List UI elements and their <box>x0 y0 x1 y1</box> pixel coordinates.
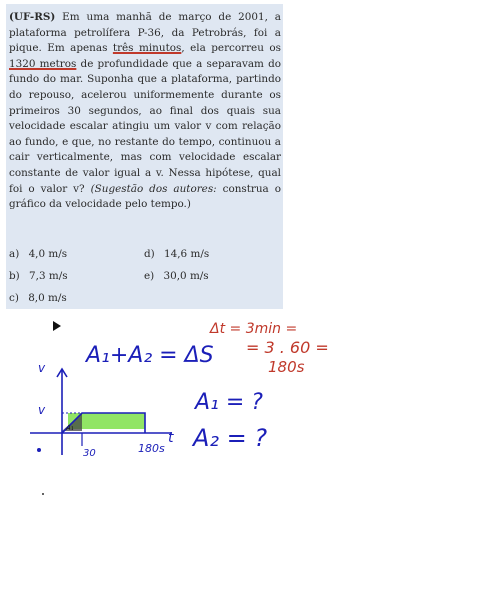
handwritten-notes <box>0 300 480 600</box>
three-minutes-highlight: três minutos <box>112 42 182 55</box>
problem-box <box>6 4 283 309</box>
option-c-label: c) <box>9 292 19 304</box>
a2-question: A₂ = ? <box>193 424 268 452</box>
option-e-value: 30,0 m/s <box>163 270 209 282</box>
pointer-cursor-icon <box>53 321 61 331</box>
problem-text-3: de profundidade que a separavam do fundo do mar. Suponha que a plataforma, partindo do repouso, acelerou uniformemente durante os primeiros 30 segundos, ao final dos quais sua velocidade escalar atingiu um valor v com relação ao fundo, e que, no restante do tempo, continuou a cair verticalmente, mas com velocidade escalar constante de valor igual a v. Nessa hipótese, qual foi o valor v? <box>9 57 281 195</box>
option-b-value: 7,3 m/s <box>29 270 68 282</box>
tick-180-label: 180s <box>138 442 165 455</box>
option-b-label: b) <box>9 270 20 282</box>
option-d <box>144 248 209 260</box>
option-e-label: e) <box>144 270 155 282</box>
problem-source: (UF-RS) <box>9 11 56 23</box>
v-axis-label: v <box>38 361 46 375</box>
problem-text-1: Em uma manhã de março de 2001, a plataforma petrolífera P-36, da Petrobrás, foi a pique. Em apenas <box>9 11 281 55</box>
a1-graph-label: A₁ <box>66 424 74 432</box>
velocity-time-graph <box>30 361 174 459</box>
t-axis-label: t <box>168 430 174 446</box>
option-a <box>9 248 67 260</box>
option-e <box>144 270 209 282</box>
stray-dot <box>42 493 44 495</box>
time-conversion: = 3 . 60 = <box>246 338 329 357</box>
tick-30-label: 30 <box>83 448 96 459</box>
option-c-value: 8,0 m/s <box>28 292 67 304</box>
hint-text: (Sugestão dos autores: <box>90 182 217 195</box>
option-a-value: 4,0 m/s <box>28 248 68 260</box>
distance-highlight: 1320 metros <box>9 57 77 70</box>
problem-statement <box>9 10 281 213</box>
v-mark-label: v <box>38 403 46 417</box>
option-d-value: 14,6 m/s <box>164 248 210 260</box>
area-equation: A₁+A₂ = ΔS <box>86 343 214 368</box>
origin-dot <box>37 448 41 452</box>
option-a-label: a) <box>9 248 20 260</box>
time-result: 180s <box>268 358 305 376</box>
problem-text-2: , ela percorreu os <box>181 42 281 55</box>
delta-t-label: Δt = 3min = <box>210 321 298 337</box>
option-b <box>9 270 68 282</box>
a1-question: A₁ = ? <box>195 390 263 415</box>
option-d-label: d) <box>144 248 155 260</box>
problem-text-4: construa o gráfico da velocidade pelo tempo.) <box>9 182 281 211</box>
